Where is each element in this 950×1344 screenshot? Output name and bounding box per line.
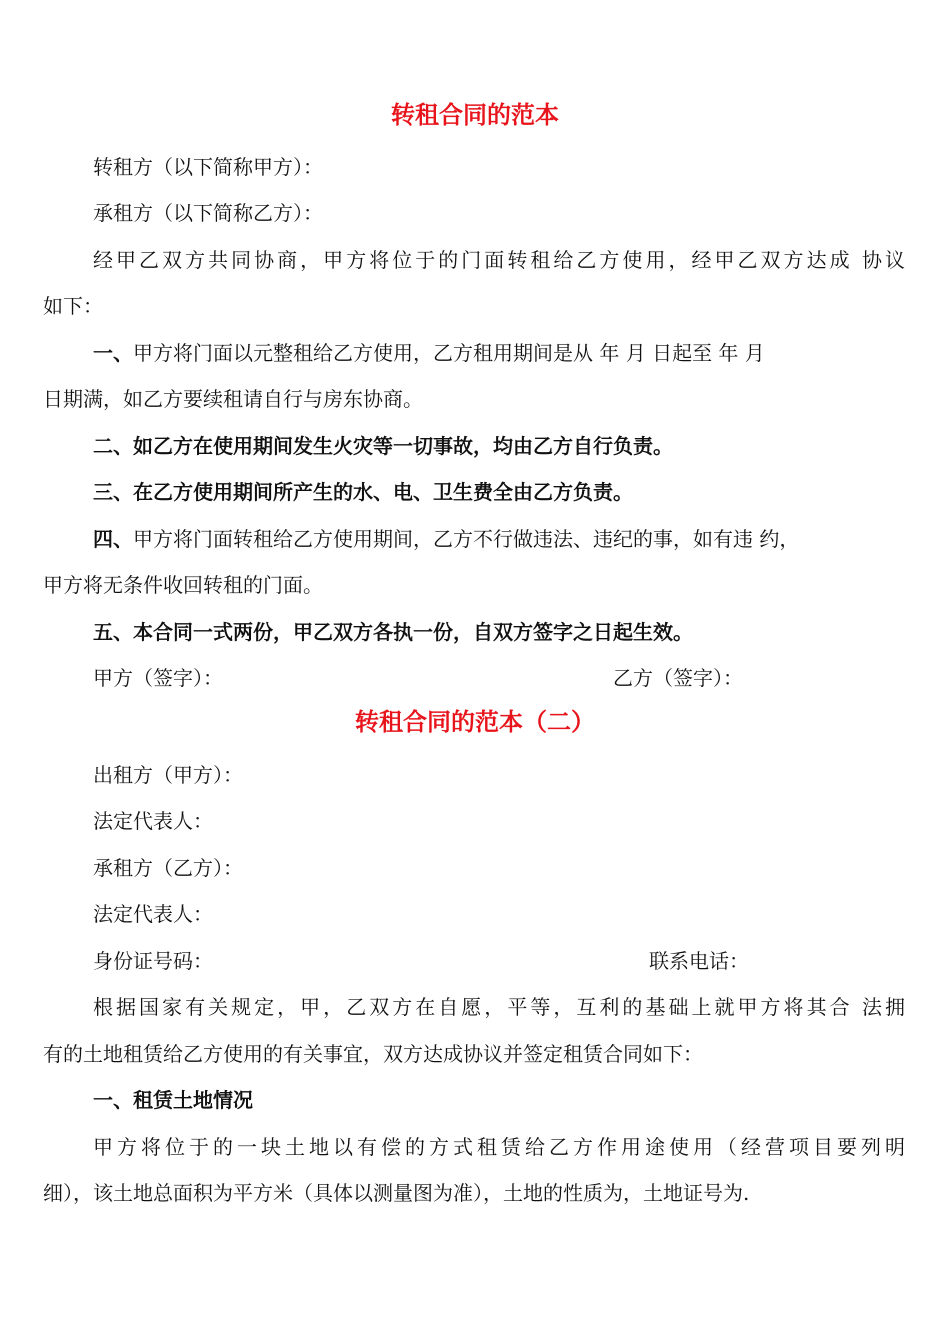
clause3: 三、在乙方使用期间所产生的水、电、卫生费全由乙方负责。 — [93, 480, 633, 504]
legal-rep-b-line: 法定代表人： — [93, 902, 213, 926]
lessee-line: 承租方（乙方）： — [93, 856, 243, 880]
intro-paragraph-line2: 如下： — [43, 294, 103, 318]
section2-intro-line2: 有的土地租赁给乙方使用的有关事宜，双方达成协议并签定租赁合同如下： — [43, 1042, 703, 1066]
section2-title: 转租合同的范本（二） — [355, 707, 595, 736]
clause1-text: 甲方将门面以元整租给乙方使用，乙方租用期间是从 年 月 日起至 年 月 — [133, 341, 765, 365]
id-number-line: 身份证号码： — [93, 949, 213, 973]
clause1-line2: 日期满，如乙方要续租请自行与房东协商。 — [43, 387, 423, 411]
clause2: 二、如乙方在使用期间发生火灾等一切事故，均由乙方自行负责。 — [93, 434, 673, 458]
signature-party-a: 甲方（签字）： — [93, 666, 223, 690]
clause4-text: 甲方将门面转租给乙方使用期间，乙方不行做违法、违纪的事，如有违 约， — [133, 527, 800, 551]
phone-line: 联系电话： — [649, 949, 749, 973]
clause1-number: 一、 — [93, 341, 133, 365]
legal-rep-a-line: 法定代表人： — [93, 809, 213, 833]
party-a-line: 转租方（以下简称甲方）： — [93, 155, 323, 179]
clause4-line1 — [93, 525, 799, 553]
clause5: 五、本合同一式两份，甲乙双方各执一份，自双方签字之日起生效。 — [93, 620, 693, 644]
section1-title: 转租合同的范本 — [391, 100, 559, 129]
signature-party-b: 乙方（签字）： — [613, 666, 743, 690]
clause1-line1 — [93, 339, 905, 367]
clause4-number: 四、 — [93, 527, 133, 551]
party-b-line: 承租方（以下简称乙方）： — [93, 201, 323, 225]
lessor-line: 出租方（甲方）： — [93, 763, 243, 787]
land-paragraph-line2: 细），该土地总面积为平方米（具体以测量图为准），土地的性质为，土地证号为. — [43, 1181, 750, 1205]
section2-intro-line1: 根据国家有关规定，甲，乙双方在自愿，平等，互利的基础上就甲方将其合 法拥 — [93, 995, 905, 1019]
intro-paragraph-line1: 经甲乙双方共同协商，甲方将位于的门面转租给乙方使用，经甲乙双方达成 协议 — [93, 248, 905, 272]
heading-land-info: 一、租赁土地情况 — [93, 1088, 253, 1112]
clause4-line2: 甲方将无条件收回转租的门面。 — [43, 573, 323, 597]
land-paragraph-line1: 甲方将位于的一块土地以有偿的方式租赁给乙方作用途使用（经营项目要列明 — [93, 1135, 905, 1159]
